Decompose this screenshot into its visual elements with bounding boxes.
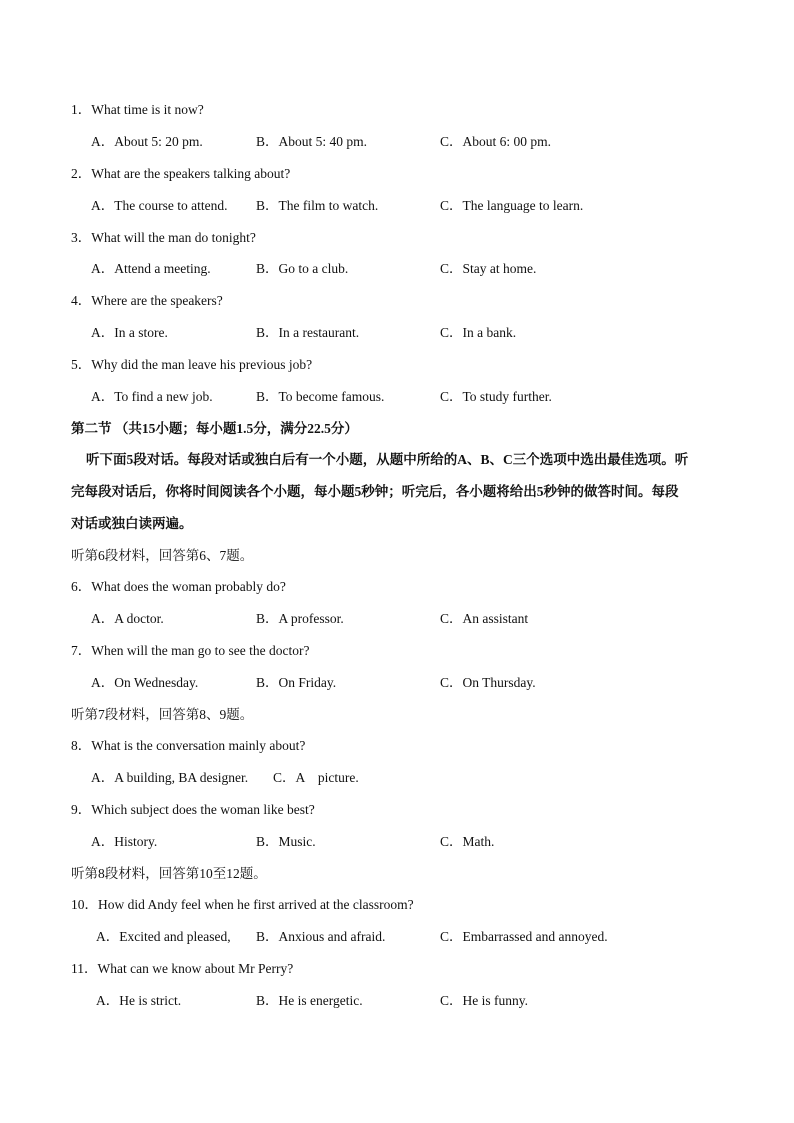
option-a: A．On Wednesday. (91, 675, 199, 690)
option-c: C．The language to learn. (440, 198, 584, 213)
material-7-label: 听第7段材料，回答第8、9题。 (71, 707, 254, 722)
question-3-options (0, 259, 794, 279)
option-a: A．Attend a meeting. (91, 261, 211, 276)
material-note (0, 546, 794, 566)
question-stem: 1．What time is it now? (71, 102, 204, 117)
question-6 (0, 577, 794, 597)
option-a: A．He is strict. (96, 993, 182, 1008)
question-11 (0, 959, 794, 979)
question-4 (0, 291, 794, 311)
section-heading (0, 419, 794, 439)
question-1-options (0, 132, 794, 152)
question-4-options (0, 323, 794, 343)
instruction-line-1: 听下面5段对话。每段对话或独白后有一个小题，从题中所给的A、B、C三个选项中选出最佳选项。听 (86, 452, 689, 467)
option-a: A．History. (91, 834, 158, 849)
option-c: C．An assistant (440, 611, 529, 626)
option-b: B．About 5: 40 pm. (256, 134, 368, 149)
question-8 (0, 736, 794, 756)
option-b: B．To become famous. (256, 389, 385, 404)
option-a: A．About 5: 20 pm. (91, 134, 203, 149)
question-2-options (0, 196, 794, 216)
option-b: B．The film to watch. (256, 198, 379, 213)
option-b: B．Anxious and afraid. (256, 929, 386, 944)
question-9 (0, 800, 794, 820)
option-a: A．A doctor. (91, 611, 164, 626)
question-stem: 9．Which subject does the woman like best? (71, 802, 315, 817)
option-c: C．On Thursday. (440, 675, 536, 690)
option-c: C．Stay at home. (440, 261, 537, 276)
question-stem: 11．What can we know about Mr Perry? (71, 961, 294, 976)
option-c: C．Embarrassed and annoyed. (440, 929, 608, 944)
option-c: C．About 6: 00 pm. (440, 134, 552, 149)
option-c: C．Math. (440, 834, 495, 849)
option-c: C．To study further. (440, 389, 552, 404)
option-a-b: A．A building, BA designer. (91, 770, 249, 785)
material-note (0, 705, 794, 725)
material-8-label: 听第8段材料，回答第10至12题。 (71, 866, 267, 881)
question-stem: 4．Where are the speakers? (71, 293, 223, 308)
instruction-line-2: 完每段对话后，你将时间阅读各个小题，每小题5秒钟；听完后，各小题将给出5秒钟的做答时间。每段 (71, 484, 679, 499)
question-5-options (0, 387, 794, 407)
question-stem: 3．What will the man do tonight? (71, 230, 256, 245)
question-stem: 7．When will the man go to see the doctor? (71, 643, 310, 658)
option-b: B．On Friday. (256, 675, 337, 690)
question-6-options (0, 609, 794, 629)
material-note (0, 864, 794, 884)
section-instruction (0, 450, 794, 470)
question-8-options (0, 768, 794, 788)
question-stem: 10．How did Andy feel when he first arrived at the classroom? (71, 897, 414, 912)
option-b: B．Music. (256, 834, 316, 849)
option-c: C．A picture. (273, 770, 359, 785)
question-7 (0, 641, 794, 661)
instruction-line-3: 对话或独白读两遍。 (71, 516, 193, 531)
option-b: B．A professor. (256, 611, 344, 626)
question-1 (0, 100, 794, 120)
question-7-options (0, 673, 794, 693)
option-b: B．Go to a club. (256, 261, 349, 276)
section-instruction (0, 482, 794, 502)
question-stem: 6．What does the woman probably do? (71, 579, 286, 594)
question-stem: 8．What is the conversation mainly about? (71, 738, 306, 753)
option-a: A．To find a new job. (91, 389, 213, 404)
option-a: A．In a store. (91, 325, 168, 340)
question-3 (0, 228, 794, 248)
option-a: A．Excited and pleased, (96, 929, 231, 944)
question-10-options (0, 927, 794, 947)
option-c: C．He is funny. (440, 993, 528, 1008)
option-c: C．In a bank. (440, 325, 517, 340)
question-9-options (0, 832, 794, 852)
question-11-options (0, 991, 794, 1011)
material-6-label: 听第6段材料，回答第6、7题。 (71, 548, 254, 563)
section-instruction (0, 514, 794, 534)
option-a: A．The course to attend. (91, 198, 228, 213)
section-title: 第二节 （共15小题；每小题1.5分，满分22.5分） (71, 421, 358, 436)
question-stem: 2．What are the speakers talking about? (71, 166, 291, 181)
question-stem: 5．Why did the man leave his previous job? (71, 357, 313, 372)
question-2 (0, 164, 794, 184)
option-b: B．In a restaurant. (256, 325, 360, 340)
question-10 (0, 895, 794, 915)
question-5 (0, 355, 794, 375)
option-b: B．He is energetic. (256, 993, 363, 1008)
